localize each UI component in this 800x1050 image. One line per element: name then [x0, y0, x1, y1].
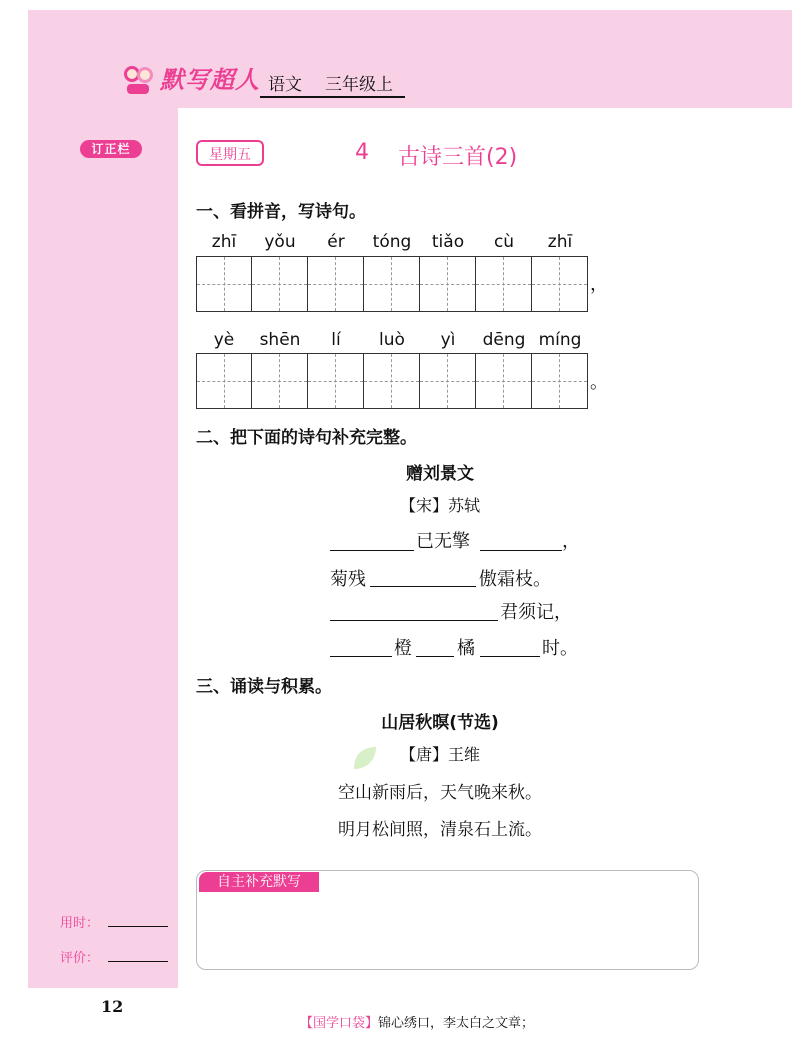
poem-title-2: 山居秋暝(节选) — [381, 713, 499, 733]
verse-text: 已无擎 — [416, 531, 470, 552]
grid-cell[interactable] — [364, 256, 420, 312]
fill-blank[interactable] — [370, 586, 476, 587]
recitation-line: 明月松间照，清泉石上流。 — [338, 820, 542, 840]
page-number: 12 — [101, 997, 124, 1016]
grid-cell[interactable] — [252, 256, 308, 312]
poem-author-1: 【宋】苏轼 — [399, 496, 480, 515]
pinyin: dēng — [482, 330, 526, 350]
pinyin: zhī — [211, 232, 237, 252]
verse-punctuation: ， — [562, 531, 580, 552]
pinyin: yǒu — [264, 232, 296, 252]
lesson-number: 4 — [355, 140, 369, 165]
grid-cell[interactable] — [532, 353, 588, 409]
recitation-line: 空山新雨后，天气晚来秋。 — [338, 783, 542, 803]
time-blank[interactable] — [108, 926, 168, 927]
footer-tag: 【国学口袋】 — [300, 1016, 379, 1031]
evaluation-blank[interactable] — [108, 961, 168, 962]
section2-heading: 二、把下面的诗句补充完整。 — [196, 428, 417, 448]
grid-cell[interactable] — [532, 256, 588, 312]
poem-author-2: 【唐】王维 — [399, 745, 480, 764]
grid-cell[interactable] — [476, 256, 532, 312]
weekday-badge: 星期五 — [196, 140, 264, 166]
grid-cell[interactable] — [420, 256, 476, 312]
fill-blank[interactable] — [480, 656, 540, 657]
brand-title: 默写超人 — [160, 66, 260, 94]
section1-heading: 一、看拼音，写诗句。 — [196, 202, 366, 222]
time-label: 用时： — [60, 916, 100, 931]
grid-cell[interactable] — [476, 353, 532, 409]
footer-quote — [300, 1012, 534, 1031]
grid-cell[interactable] — [252, 353, 308, 409]
pinyin: lí — [331, 330, 341, 350]
subject-label: 语文 — [268, 75, 302, 95]
footer-text: 锦心绣口，李太白之文章； — [378, 1016, 535, 1031]
correction-column-label: 订正栏 — [80, 140, 142, 158]
verse-text: 君须记， — [500, 602, 572, 623]
pinyin: yì — [440, 330, 456, 350]
lesson-title: 古诗三首(2) — [398, 145, 518, 170]
pinyin: míng — [538, 330, 582, 350]
grid-cell[interactable] — [196, 256, 252, 312]
fill-blank[interactable] — [330, 550, 414, 551]
writing-grid-1[interactable] — [196, 256, 588, 312]
row2-punctuation: 。 — [590, 372, 608, 393]
fill-blank[interactable] — [416, 656, 454, 657]
pinyin: shēn — [259, 330, 301, 350]
verse-text: 时。 — [542, 638, 578, 659]
pinyin: yè — [213, 330, 235, 350]
header-underline — [260, 96, 405, 98]
verse-text: 菊残 — [330, 569, 366, 590]
grid-cell[interactable] — [196, 353, 252, 409]
poem-title-1: 赠刘景文 — [406, 464, 474, 484]
fill-blank[interactable] — [480, 550, 562, 551]
verse-text: 橙 — [394, 638, 412, 659]
pinyin: tóng — [372, 232, 412, 252]
grid-cell[interactable] — [364, 353, 420, 409]
verse-text: 橘 — [457, 638, 475, 659]
grid-cell[interactable] — [308, 353, 364, 409]
grade-label: 三年级上 — [325, 75, 393, 95]
row1-punctuation: ， — [590, 274, 608, 295]
fill-blank[interactable] — [330, 656, 392, 657]
self-dictation-label: 自主补充默写 — [199, 872, 319, 892]
verse-text: 傲霜枝。 — [479, 569, 551, 590]
grid-cell[interactable] — [308, 256, 364, 312]
evaluation-label: 评价： — [60, 951, 100, 966]
sidebar-band — [28, 108, 178, 988]
pinyin: cù — [493, 232, 515, 252]
grid-cell[interactable] — [420, 353, 476, 409]
pinyin: luò — [379, 330, 405, 350]
pinyin: tiǎo — [431, 232, 465, 252]
writing-grid-2[interactable] — [196, 353, 588, 409]
pinyin: zhī — [547, 232, 573, 252]
fill-blank[interactable] — [330, 620, 498, 621]
pinyin-row-2 — [196, 330, 588, 352]
section3-heading: 三、诵读与积累。 — [196, 677, 332, 697]
mascot-logo-icon — [120, 60, 156, 96]
pinyin-row-1 — [196, 232, 588, 254]
pinyin: ér — [327, 232, 345, 252]
